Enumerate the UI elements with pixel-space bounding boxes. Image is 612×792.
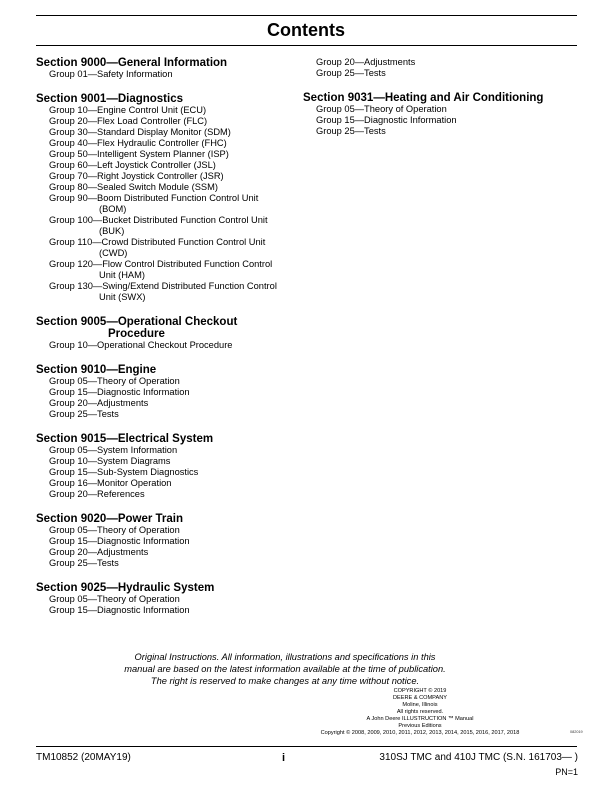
toc-group-label: Group 10—Operational Checkout Procedure bbox=[49, 340, 233, 350]
toc-group-label: Group 20—Adjustments bbox=[49, 398, 149, 408]
toc-group-entry[interactable] bbox=[303, 104, 583, 115]
copyright-line: Copyright © 2008, 2009, 2010, 2011, 2012, 2013, 2014, 2015, 2016, 2017, 2018 bbox=[320, 730, 520, 736]
toc-group-label: Group 15—Sub-System Diagnostics bbox=[49, 467, 199, 477]
toc-group-entry[interactable] bbox=[36, 525, 298, 536]
toc-group-entry[interactable] bbox=[36, 445, 298, 456]
top-rule bbox=[36, 15, 577, 16]
footer-pn: PN=1 bbox=[555, 767, 578, 777]
toc-group-entry[interactable] bbox=[36, 467, 298, 478]
toc-section bbox=[36, 433, 298, 500]
toc-group-label: Group 16—Monitor Operation bbox=[49, 478, 172, 488]
toc-section bbox=[36, 93, 298, 303]
toc-group-entry[interactable] bbox=[36, 605, 298, 616]
toc-group-label: Group 20—Adjustments bbox=[49, 547, 149, 557]
toc-group-label: Group 15—Diagnostic Information bbox=[49, 387, 190, 397]
toc-section-title-text: Section 9025—Hydraulic System bbox=[36, 582, 215, 594]
toc-group-entry[interactable] bbox=[36, 171, 298, 182]
toc-group-label: Group 25—Tests bbox=[316, 126, 386, 136]
toc-group-entry[interactable] bbox=[36, 116, 298, 127]
toc-group-label: Group 25—Tests bbox=[49, 409, 119, 419]
notice-line: Original Instructions. All information, illustrations and specifications in this bbox=[134, 652, 436, 662]
toc-group-entry[interactable] bbox=[303, 126, 583, 137]
footer-doc-number: TM10852 (20MAY19) bbox=[36, 752, 131, 763]
toc-group-label: Group 10—Engine Control Unit (ECU) bbox=[49, 105, 207, 115]
toc-section bbox=[36, 513, 298, 569]
toc-section-title[interactable] bbox=[303, 92, 583, 104]
copyright-line: A John Deere ILLUSTRUCTION ™ Manual bbox=[366, 716, 474, 722]
toc-section-title[interactable] bbox=[36, 582, 298, 594]
copyright-line: COPYRIGHT © 2019 bbox=[393, 688, 447, 694]
toc-group-label: Group 25—Tests bbox=[49, 558, 119, 568]
toc-group-entry[interactable] bbox=[303, 57, 583, 68]
toc-group-label: Group 20—References bbox=[49, 489, 145, 499]
toc-group-entry[interactable] bbox=[36, 547, 298, 558]
toc-group-label: Group 120—Flow Control Distributed Function Control bbox=[49, 259, 273, 269]
toc-group-entry[interactable] bbox=[36, 138, 298, 149]
toc-group-label: Group 20—Adjustments bbox=[316, 57, 416, 67]
toc-group-entry[interactable] bbox=[36, 387, 298, 398]
toc-group-entry[interactable] bbox=[36, 193, 298, 215]
toc-section-title[interactable] bbox=[36, 433, 298, 445]
toc-group-label-continued: (BOM) bbox=[99, 204, 127, 214]
copyright-code: 082019 bbox=[570, 730, 583, 734]
toc-group-label: Group 40—Flex Hydraulic Controller (FHC) bbox=[49, 138, 227, 148]
toc-group-label: Group 130—Swing/Extend Distributed Function Control bbox=[49, 281, 277, 291]
right-column bbox=[303, 57, 583, 137]
toc-group-label-continued: Unit (SWX) bbox=[99, 292, 146, 302]
toc-group-label: Group 05—Theory of Operation bbox=[49, 525, 180, 535]
toc-group-label: Group 05—Theory of Operation bbox=[49, 594, 180, 604]
copyright-block bbox=[320, 688, 520, 737]
footer-model: 310SJ TMC and 410J TMC (S.N. 161703— ) bbox=[379, 752, 578, 763]
toc-section bbox=[36, 316, 298, 351]
toc-group-label-continued: (CWD) bbox=[99, 248, 128, 258]
toc-group-label: Group 80—Sealed Switch Module (SSM) bbox=[49, 182, 218, 192]
toc-group-label: Group 50—Intelligent System Planner (ISP) bbox=[49, 149, 229, 159]
toc-group-entry[interactable] bbox=[36, 340, 298, 351]
toc-group-entry[interactable] bbox=[36, 281, 298, 303]
toc-section-title-text: Section 9001—Diagnostics bbox=[36, 93, 183, 105]
toc-section-title[interactable] bbox=[36, 513, 298, 525]
toc-section-title-text: Section 9005—Operational Checkout bbox=[36, 316, 238, 328]
notice-line: manual are based on the latest information available at the time of publication. bbox=[124, 664, 446, 674]
toc-section-title-text: Section 9020—Power Train bbox=[36, 513, 184, 525]
toc-group-label-continued: Unit (HAM) bbox=[99, 270, 145, 280]
notice-line: The right is reserved to make changes at any time without notice. bbox=[150, 676, 420, 686]
toc-group-label-continued: (BUK) bbox=[99, 226, 125, 236]
copyright-line: DEERE & COMPANY bbox=[393, 695, 447, 701]
toc-group-entry[interactable] bbox=[36, 69, 298, 80]
toc-section-title-text: Section 9010—Engine bbox=[36, 364, 157, 376]
toc-group-label: Group 20—Flex Load Controller (FLC) bbox=[49, 116, 208, 126]
toc-group-entry[interactable] bbox=[36, 105, 298, 116]
toc-group-entry[interactable] bbox=[36, 409, 298, 420]
toc-group-entry[interactable] bbox=[36, 536, 298, 547]
toc-group-label: Group 110—Crowd Distributed Function Control Unit bbox=[49, 237, 266, 247]
toc-group-label: Group 05—Theory of Operation bbox=[49, 376, 180, 386]
toc-group-entry[interactable] bbox=[36, 237, 298, 259]
copyright-line: Previous Editions bbox=[398, 723, 442, 729]
toc-group-entry[interactable] bbox=[36, 160, 298, 171]
toc-section-title-text: Section 9031—Heating and Air Conditioning bbox=[303, 92, 544, 104]
toc-group-label: Group 10—System Diagrams bbox=[49, 456, 171, 466]
toc-group-entry[interactable] bbox=[36, 259, 298, 281]
toc-group-label: Group 100—Bucket Distributed Function Control Unit bbox=[49, 215, 268, 225]
toc-group-entry[interactable] bbox=[36, 594, 298, 605]
footer-rule bbox=[36, 746, 577, 747]
toc-section bbox=[36, 364, 298, 420]
toc-section-title-continued: Procedure bbox=[108, 328, 165, 340]
toc-section-title[interactable] bbox=[36, 316, 298, 340]
toc-section-title[interactable] bbox=[36, 93, 298, 105]
toc-group-label: Group 70—Right Joystick Controller (JSR) bbox=[49, 171, 224, 181]
toc-group-label: Group 15—Diagnostic Information bbox=[49, 605, 190, 615]
toc-group-entry[interactable] bbox=[36, 456, 298, 467]
toc-continued-groups bbox=[303, 57, 583, 79]
toc-section-title-text: Section 9015—Electrical System bbox=[36, 433, 214, 445]
toc-group-label: Group 15—Diagnostic Information bbox=[316, 115, 457, 125]
toc-group-entry[interactable] bbox=[36, 489, 298, 500]
toc-group-label: Group 05—Theory of Operation bbox=[316, 104, 447, 114]
toc-group-label: Group 01—Safety Information bbox=[49, 69, 173, 79]
toc-section bbox=[303, 92, 583, 137]
toc-section bbox=[36, 582, 298, 616]
toc-group-label: Group 05—System Information bbox=[49, 445, 178, 455]
toc-group-entry[interactable] bbox=[303, 68, 583, 79]
toc-group-entry[interactable] bbox=[36, 558, 298, 569]
toc-group-entry[interactable] bbox=[36, 149, 298, 160]
toc-group-entry[interactable] bbox=[36, 182, 298, 193]
toc-group-label: Group 30—Standard Display Monitor (SDM) bbox=[49, 127, 231, 137]
left-column bbox=[36, 57, 298, 616]
title-rule bbox=[36, 45, 577, 46]
toc-group-entry[interactable] bbox=[36, 478, 298, 489]
toc-group-entry[interactable] bbox=[303, 115, 583, 126]
copyright-line: Moline, Illinois bbox=[402, 702, 438, 708]
toc-section-title-text: Section 9000—General Information bbox=[36, 57, 228, 69]
footer-page-number: i bbox=[282, 752, 286, 764]
toc-section-title[interactable] bbox=[36, 364, 298, 376]
toc-section bbox=[36, 57, 298, 80]
page-title: Contents bbox=[267, 20, 345, 40]
toc-group-entry[interactable] bbox=[36, 376, 298, 387]
original-instructions-notice bbox=[100, 651, 470, 687]
toc-group-entry[interactable] bbox=[36, 215, 298, 237]
toc-group-label: Group 15—Diagnostic Information bbox=[49, 536, 190, 546]
toc-section-title[interactable] bbox=[36, 57, 298, 69]
toc-group-label: Group 25—Tests bbox=[316, 68, 386, 78]
toc-group-entry[interactable] bbox=[36, 127, 298, 138]
toc-group-label: Group 90—Boom Distributed Function Control Unit bbox=[49, 193, 259, 203]
copyright-line: All rights reserved. bbox=[396, 709, 444, 715]
toc-group-label: Group 60—Left Joystick Controller (JSL) bbox=[49, 160, 216, 170]
toc-group-entry[interactable] bbox=[36, 398, 298, 409]
